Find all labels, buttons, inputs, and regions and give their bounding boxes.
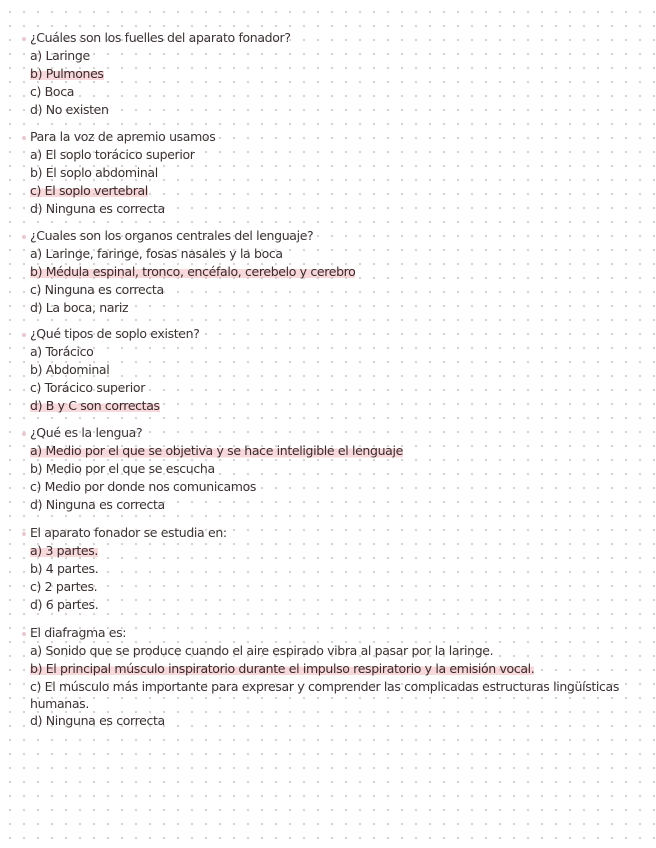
question-1: [30, 29, 635, 119]
option-d: d) La boca, nariz: [30, 300, 129, 315]
option-c: c) 2 partes.: [30, 579, 98, 594]
option-d-correct: d) B y C son correctas: [30, 398, 160, 413]
option-c: c) Torácico superior: [30, 380, 145, 395]
question-7: [30, 624, 635, 730]
bullet-dot: [22, 432, 26, 436]
bullet-dot: [22, 37, 26, 41]
option-b-correct: b) Pulmones: [30, 66, 104, 81]
option-c: c) Boca: [30, 84, 75, 99]
option-c: c) El músculo más importante para expresar y comprender las complicadas estructuras lingüísticas humanas.: [30, 679, 620, 711]
option-d: d) Ninguna es correcta: [30, 497, 165, 512]
option-b: b) 4 partes.: [30, 561, 99, 576]
question-title: ¿Cuáles son los fuelles del aparato fonador?: [30, 30, 291, 45]
option-c: c) Ninguna es correcta: [30, 282, 164, 297]
option-b: b) Medio por el que se escucha: [30, 461, 215, 476]
option-d: d) No existen: [30, 102, 109, 117]
question-title: ¿Qué es la lengua?: [30, 425, 143, 440]
question-title: ¿Cuales son los organos centrales del lenguaje?: [30, 228, 314, 243]
option-b-correct: b) El principal músculo inspiratorio durante el impulso respiratorio y la emisión vocal.: [30, 661, 535, 676]
bullet-dot: [22, 235, 26, 239]
question-3: [30, 227, 635, 317]
question-4: [30, 325, 635, 415]
bullet-dot: [22, 333, 26, 337]
option-d: d) Ninguna es correcta: [30, 201, 165, 216]
question-title: El diafragma es:: [30, 625, 127, 640]
question-title: ¿Qué tipos de soplo existen?: [30, 326, 200, 341]
option-d: d) 6 partes.: [30, 597, 99, 612]
option-a: a) Laringe, faringe, fosas nasales y la boca: [30, 246, 283, 261]
question-2: [30, 128, 635, 218]
option-b: b) El soplo abdominal: [30, 165, 158, 180]
option-a: a) Torácico: [30, 344, 94, 359]
option-d: d) Ninguna es correcta: [30, 713, 165, 728]
option-b: b) Abdominal: [30, 362, 110, 377]
option-c: c) Medio por donde nos comunicamos: [30, 479, 257, 494]
option-a: a) Laringe: [30, 48, 90, 63]
question-title: El aparato fonador se estudia en:: [30, 525, 227, 540]
question-title: Para la voz de apremio usamos: [30, 129, 216, 144]
bullet-dot: [22, 136, 26, 140]
option-a-correct: a) Medio por el que se objetiva y se hace inteligible el lenguaje: [30, 443, 403, 458]
question-6: [30, 524, 635, 614]
option-b-correct: b) Médula espinal, tronco, encéfalo, cerebelo y cerebro: [30, 264, 356, 279]
option-a: a) El soplo torácico superior: [30, 147, 195, 162]
question-5: [30, 424, 635, 514]
option-a: a) Sonido que se produce cuando el aire espirado vibra al pasar por la laringe.: [30, 643, 494, 658]
option-a-correct: a) 3 partes.: [30, 543, 99, 558]
option-c-correct: c) El soplo vertebral: [30, 183, 148, 198]
bullet-dot: [22, 632, 26, 636]
bullet-dot: [22, 532, 26, 536]
